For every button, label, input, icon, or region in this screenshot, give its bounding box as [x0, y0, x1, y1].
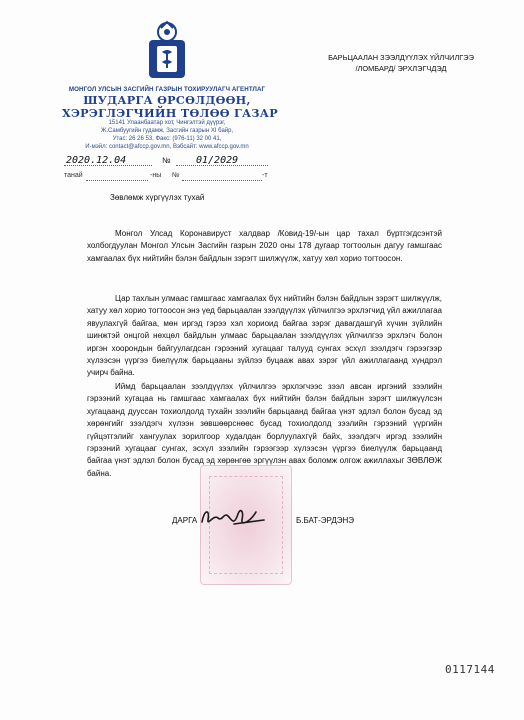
addressee-line-1: БАРЬЦААЛАН ЗЭЭЛДҮҮЛЭХ ҮЙЛЧИЛГЭЭ	[328, 53, 474, 62]
ref-suffix: -т	[262, 172, 268, 179]
state-emblem-icon	[143, 20, 191, 82]
contact-address-1: 15141 Улаанбаатар хот, Чингэлтэй дүүрэг,	[108, 120, 226, 126]
reference-line	[64, 172, 269, 184]
org-ministry-label: МОНГОЛ УЛСЫН ЗАСГИЙН ГАЗРЫН ТОХИРУУЛАГЧ АГЕНТЛАГ	[68, 86, 266, 93]
letter-subject: Зөвлөмж хүргүүлэх тухай	[110, 193, 205, 202]
body-paragraph-1	[87, 228, 442, 265]
number-label: №	[162, 156, 171, 165]
ref-number-label: №	[172, 172, 180, 179]
ref-mid: -ны	[150, 172, 162, 179]
org-name-line1: ШУДАРГА ӨРСӨЛДӨӨН,	[83, 93, 251, 107]
contact-phone: Утас: 26 26 53, Факс: (976-11) 32 00 41,	[112, 136, 222, 142]
paragraph-text: Монгол Улсад Коронавируст халдвар /Ковид-19/-ын цар тахал бүртгэгдсэнтэй холбогдуулан Монгол Улсын Засгийн газрын 2020 оны 178 дугаар тогтоолын дагуу гамшгаас хамгаалах бүх нийтийн бэлэн байдлын зэрэгт шилжүүлж, хатуу хөл хорио тогтоосон.	[87, 229, 442, 263]
letter-date: 2020.12.04	[66, 155, 127, 166]
contact-address-2: Ж.Самбуугийн гудамж, Засгийн газрын XI байр,	[100, 128, 234, 134]
signatory-role: ДАРГА	[172, 516, 198, 525]
addressee-block	[296, 52, 506, 74]
letter-date-number-line	[64, 155, 269, 167]
handwritten-signature	[194, 500, 270, 534]
ref-prefix: танай	[64, 172, 83, 179]
document-serial-number: 0117144	[445, 663, 495, 676]
paragraph-text: Иймд барьцаалан зээлдүүлэх үйлчилгээ эрхлэгчээс зээл авсан иргэний зээлийн гэрээний хугацаа нь гамшгаас хамгаалах бүх нийтийн бэлэн байдлын зэрэгт шилжүүлсэн хугацаанд дууссан тохиолдолд тухайн зээлийн барьцаанд байгаа үнэт эдлэл болон бусад эд хөрөнгийг зээлдэгч хүлээн зөвшөөрснөөс бусад тохиолдолд зээлийн гэрээний үүргийн гүйцэтгэлийг хангуулах зорилгоор худалдан борлуулахгүй байх, зээлдэгч иргэд зээлийн гэрээний хугацааг сунгах, эсхүл зээлийн гэрээгээр хүлээсэн үүргээ биелүүлж барьцаанд байгаа үнэт эдлэл болон бусад эд хөрөнгөө эргүүлэн авах боломж олгож ажиллахыг ЗӨВЛӨЖ байна.	[87, 382, 442, 478]
contact-email-web: И-мэйл: contact@afccp.gov.mn, Вэбсайт: www.afccp.gov.mn	[85, 144, 249, 150]
signatory-name: Б.БАТ-ЭРДЭНЭ	[296, 516, 355, 525]
addressee-line-2: /ЛОМБАРД/ ЭРХЛЭГЧДЭД	[355, 64, 447, 73]
paragraph-text: Цар тахлын улмаас гамшгаас хамгаалах бүх нийтийн бэлэн байдлын зэрэгт шилжүүлж, хатуу хөл хорио тогтоосон энэ үед барьцаалан зээлдүүлэх үйлчилгээ эрхлэгчид үйл ажиллагаа явуулахгүй байгаа, мөн иргэд гэрээ хэл хориоид байгаа зэрэг давагдашгүй хүчин зүйлийн шинжтэй онцгой нөхцөл байдлын улмаас барьцаалан зээлдүүлэх үйлчилгээ эрхлэгч болон иргэн хоорондын байгуулагдсан гэрээний хугацааг талууд сунгах эсхүл зээлдэгч гэрээгээр хүлээсэн үүргээ биелүүлж барьцааны зүйлээ буцааж авах зэрэг үйл ажиллагаанд хүндрэл учирч байна.	[87, 294, 442, 378]
body-paragraph-2	[87, 293, 442, 380]
ref-number-underline	[182, 180, 262, 181]
org-name-line2: ХЭРЭГЛЭГЧИЙН ТӨЛӨӨ ГАЗАР	[62, 106, 278, 120]
letter-number: 01/2029	[196, 155, 239, 166]
ref-date-underline	[86, 180, 148, 181]
